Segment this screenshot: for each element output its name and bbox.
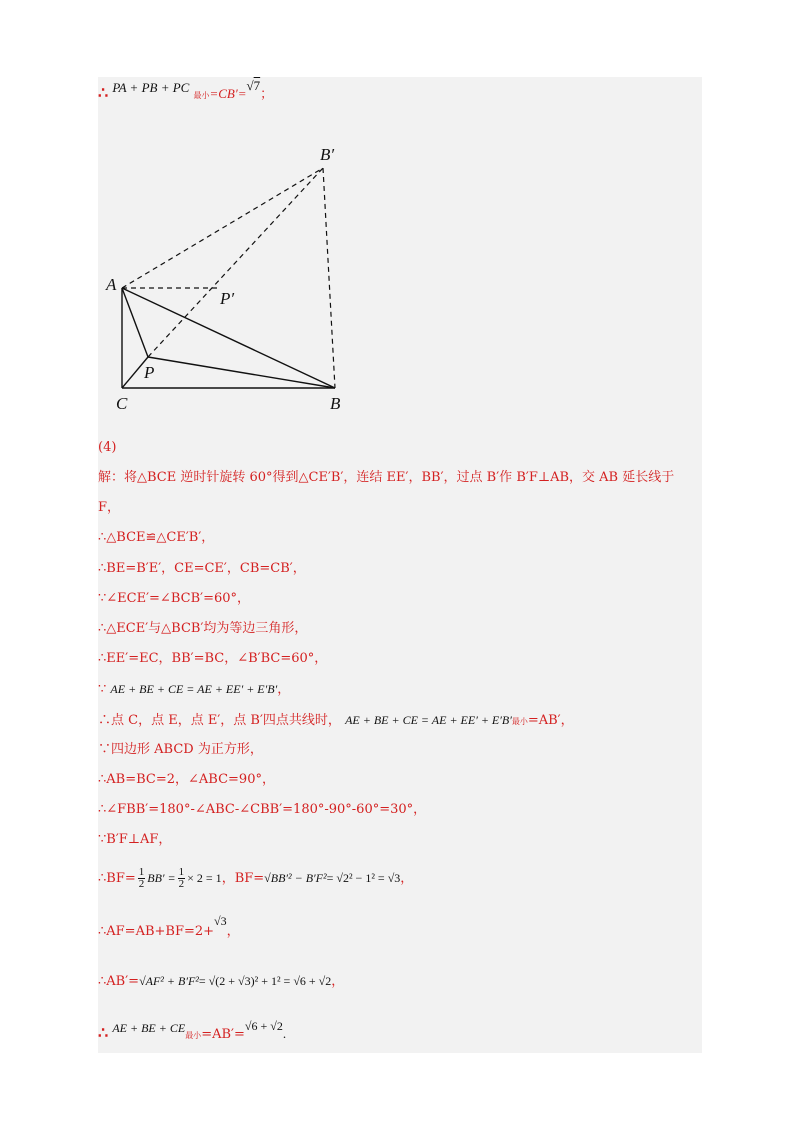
step-equilateral: ∴△ECE′与△BCB′均为等边三角形， xyxy=(98,621,308,636)
dashed-B-prime-B xyxy=(323,168,335,388)
dashed-P-B-prime xyxy=(148,168,323,357)
final-sum: AE + BE + CE xyxy=(112,1021,186,1035)
ab-prime-radical: √AF² + B′F² xyxy=(139,974,199,988)
step-equal-lengths: ∴EE′=EC，BB′=BC，∠B′BC=60°， xyxy=(98,651,328,666)
min-subscript: 最小 xyxy=(193,91,210,100)
step-sum-equation: ∵ AE + BE + CE = AE + EE′ + E′B′， xyxy=(98,682,291,697)
step-perpendicular: ∵B′F⊥AF， xyxy=(98,832,172,847)
dashed-AB-prime xyxy=(122,168,323,288)
fraction-half: $\frac{1}{2}$ xyxy=(138,866,145,890)
step-ab-prime: ∴AB′=√AF² + B′F²= √(2 + √3)² + 1² = √6 + √2， xyxy=(98,974,345,989)
solution-intro-cont: F， xyxy=(98,500,121,515)
step-square: ∵四边形 ABCD 为正方形， xyxy=(98,742,263,757)
radicand-seven: 7 xyxy=(253,78,261,93)
bf-radical: √BB′² − B′F² xyxy=(264,871,327,885)
geometry-figure xyxy=(98,140,358,420)
step-congruence: ∴△BCE≌△CE′B′， xyxy=(98,530,215,545)
step-bf: ∴BF= $\frac{1}{2}$ BB′ = $\frac{1}{2}$ × 2 = 1，BF=√BB′² − B′F²= √2² − 1² = √3， xyxy=(98,866,414,890)
label-P: P xyxy=(144,363,155,382)
label-C: C xyxy=(116,394,128,413)
final-result: ∴ AE + BE + CE最小=AB′=√6 + √2. xyxy=(98,1019,287,1042)
label-A: A xyxy=(106,275,117,294)
label-P-prime: P′ xyxy=(220,289,235,308)
label-B-prime: B′ xyxy=(320,145,335,164)
step-ab-bc: ∴AB=BC=2，∠ABC=90°， xyxy=(98,772,275,787)
root-three: √3 xyxy=(214,914,227,928)
step-collinear: ∴点 C，点 E，点 E′，点 B′四点共线时， AE + BE + CE = AE + EE′ + E′B′最小=AB′， xyxy=(98,713,574,728)
label-B: B xyxy=(330,394,341,413)
equals-cb-prime: =CB′= xyxy=(209,86,247,101)
segment-PB xyxy=(148,357,335,388)
solution-intro: 解：将△BCE 逆时针旋转 60°得到△CE′B′，连结 EE′，BB′，过点 B′作 B′F⊥AB，交 AB 延长线于 xyxy=(98,470,675,485)
step-equal-sides: ∴BE=B′E′，CE=CE′，CB=CB′， xyxy=(98,561,306,576)
sum-identity-min: AE + BE + CE = AE + EE′ + E′B′ xyxy=(345,713,512,727)
fraction-half-2: $\frac{1}{2}$ xyxy=(178,866,185,890)
sum-identity: AE + BE + CE = AE + EE′ + E′B′ xyxy=(110,682,278,696)
part-number: (4) xyxy=(98,440,117,455)
final-value: √6 + √2 xyxy=(244,1019,283,1033)
therefore-symbol: ∴ xyxy=(98,83,109,102)
step-fbb-angle: ∴∠FBB′=180°-∠ABC-∠CBB′=180°-90°-60°=30°， xyxy=(98,802,427,817)
step-angles: ∵∠ECE′=∠BCB′=60°， xyxy=(98,591,251,606)
sum-expression: PA + PB + PC xyxy=(112,80,190,95)
step-af: ∴AF=AB+BF=2+√3， xyxy=(98,914,240,939)
line-min-result: ∴ PA + PB + PC 最小=CB′=√7； xyxy=(98,78,274,102)
